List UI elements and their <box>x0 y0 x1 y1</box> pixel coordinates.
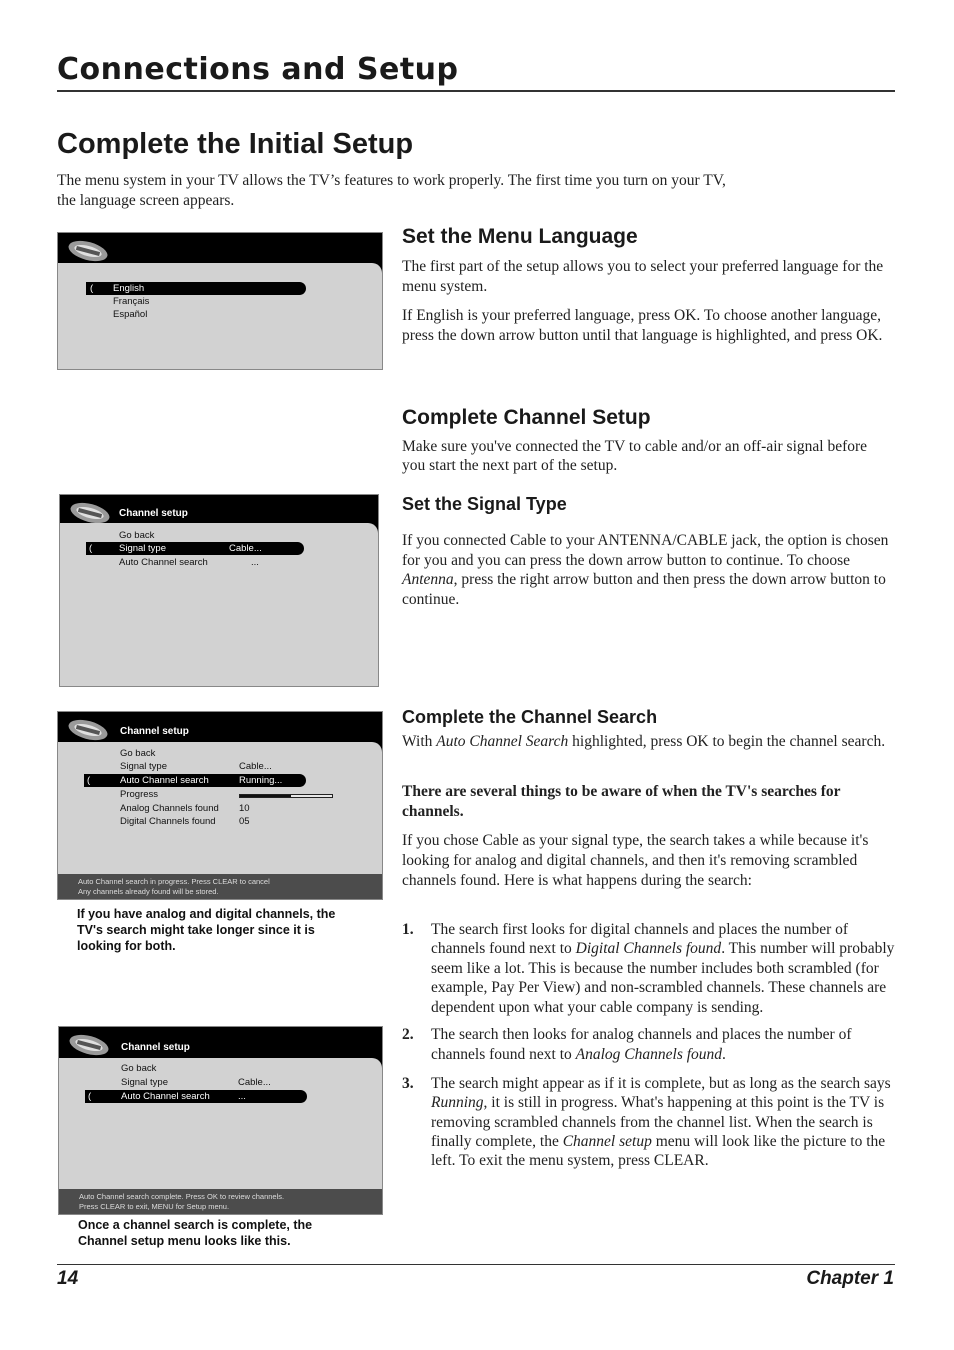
tv-logo-icon <box>67 1032 111 1058</box>
channel-search-p1: With Auto Channel Search highlighted, press OK to begin the channel search. <box>402 733 886 750</box>
channel-search-complete-screen <box>58 1026 383 1215</box>
caption-complete: Once a channel search is complete, the Channel setup menu looks like this. <box>78 1218 313 1248</box>
go-back-row[interactable]: Go back <box>121 1063 157 1074</box>
signal-type-row[interactable]: Signal type Cable... <box>120 761 272 772</box>
menu-language-heading: Set the Menu Language <box>402 225 638 248</box>
list-item: 2. The search then looks for analog channels and places the number of channels found next to Analog Channels found. <box>402 1026 852 1064</box>
analog-channels-row: Analog Channels found 10 <box>120 803 250 814</box>
language-screen <box>57 232 383 370</box>
channel-search-heading: Complete the Channel Search <box>402 707 658 727</box>
chapter-label: Chapter 1 <box>806 1268 894 1289</box>
menu-title: Channel setup <box>119 508 188 519</box>
cursor-icon: ( <box>90 283 94 294</box>
signal-type-row[interactable]: Signal type Cable... <box>121 1077 271 1088</box>
footer-rule <box>57 1264 895 1265</box>
language-english-row[interactable]: ( English <box>86 282 306 295</box>
tv-logo-icon <box>66 717 110 743</box>
search-steps-list <box>402 920 897 1171</box>
page-number: 14 <box>57 1268 79 1289</box>
auto-channel-search-row[interactable]: ( Auto Channel search ... <box>85 1090 307 1103</box>
auto-channel-search-row[interactable]: Auto Channel search ... <box>119 557 259 568</box>
channel-search-p2: If you chose Cable as your signal type, the search takes a while because it's looking for analog and digital channels, and then it's removing scrambled channels found. Here is what happens during the search: <box>402 832 869 889</box>
signal-type-p1: If you connected Cable to your ANTENNA/CABLE jack, the option is chosen for you and you can press the down arrow button to continue. To choose Antenna, press the right arrow button and then press the down arrow button to continue. <box>402 532 889 608</box>
signal-type-heading: Set the Signal Type <box>402 494 567 514</box>
menu-title: Channel setup <box>121 1042 190 1053</box>
signal-type-screen <box>59 494 379 687</box>
go-back-row[interactable]: Go back <box>120 748 156 759</box>
menu-language-p2: If English is your preferred language, press OK. To choose another language, press the down arrow button until that language is highlighted, and press OK. <box>402 307 883 344</box>
signal-type-row[interactable]: ( Signal type Cable... <box>86 542 304 555</box>
list-item: 1. The search first looks for digital channels and places the number of channels found next to Digital Channels found. This number will probably seem like a lot. This is because the number includes both scrambled (for example, Pay Per View) and non-scrambled channels. These channels are dependent upon what your cable company is sending. <box>402 921 895 1016</box>
progress-bar-fill <box>240 795 291 797</box>
progress-bar <box>239 794 333 798</box>
channel-search-running-screen <box>57 711 383 900</box>
go-back-row[interactable]: Go back <box>119 530 155 541</box>
status-message: Auto Channel search in progress. Press CLEAR to cancel Any channels already found will be stored. <box>58 874 382 899</box>
cursor-icon: ( <box>89 543 93 554</box>
menu-language-p1: The first part of the setup allows you to select your preferred language for the menu system. <box>402 258 884 295</box>
status-message: Auto Channel search complete. Press OK to review channels. Press CLEAR to exit, MENU for Setup menu. <box>59 1189 382 1214</box>
cursor-icon: ( <box>88 1091 92 1102</box>
channel-search-note: There are several things to be aware of when the TV's searches for channels. <box>402 783 841 820</box>
language-spanish-row[interactable]: Español <box>113 309 148 320</box>
list-item: 3. The search might appear as if it is complete, but as long as the search says Running, it is still in progress. What's happening at this point is the TV is removing scrambled channels from the channel list. When the search is finally complete, the Channel setup menu will look like the picture to the left. To exit the menu system, press CLEAR. <box>402 1075 891 1170</box>
language-french-row[interactable]: Français <box>113 296 150 307</box>
menu-title: Channel setup <box>120 726 189 737</box>
tv-logo-icon <box>66 238 110 264</box>
channel-setup-heading: Complete Channel Setup <box>402 406 651 429</box>
channel-setup-p1: Make sure you've connected the TV to cable and/or an off-air signal before you start the next part of the setup. <box>402 438 868 474</box>
caption-running: If you have analog and digital channels, the TV's search might take longer since it is looking for both. <box>77 907 336 953</box>
intro-text: The menu system in your TV allows the TV’s features to work properly. The first time you turn on your TV, the language screen appears. <box>57 172 726 209</box>
auto-channel-search-row[interactable]: ( Auto Channel search Running... <box>84 774 306 787</box>
progress-label: Progress <box>120 789 159 800</box>
digital-channels-row: Digital Channels found 05 <box>120 816 250 827</box>
cursor-icon: ( <box>87 775 91 786</box>
section-header: Connections and Setup <box>57 52 895 92</box>
page-title: Complete the Initial Setup <box>57 128 414 160</box>
